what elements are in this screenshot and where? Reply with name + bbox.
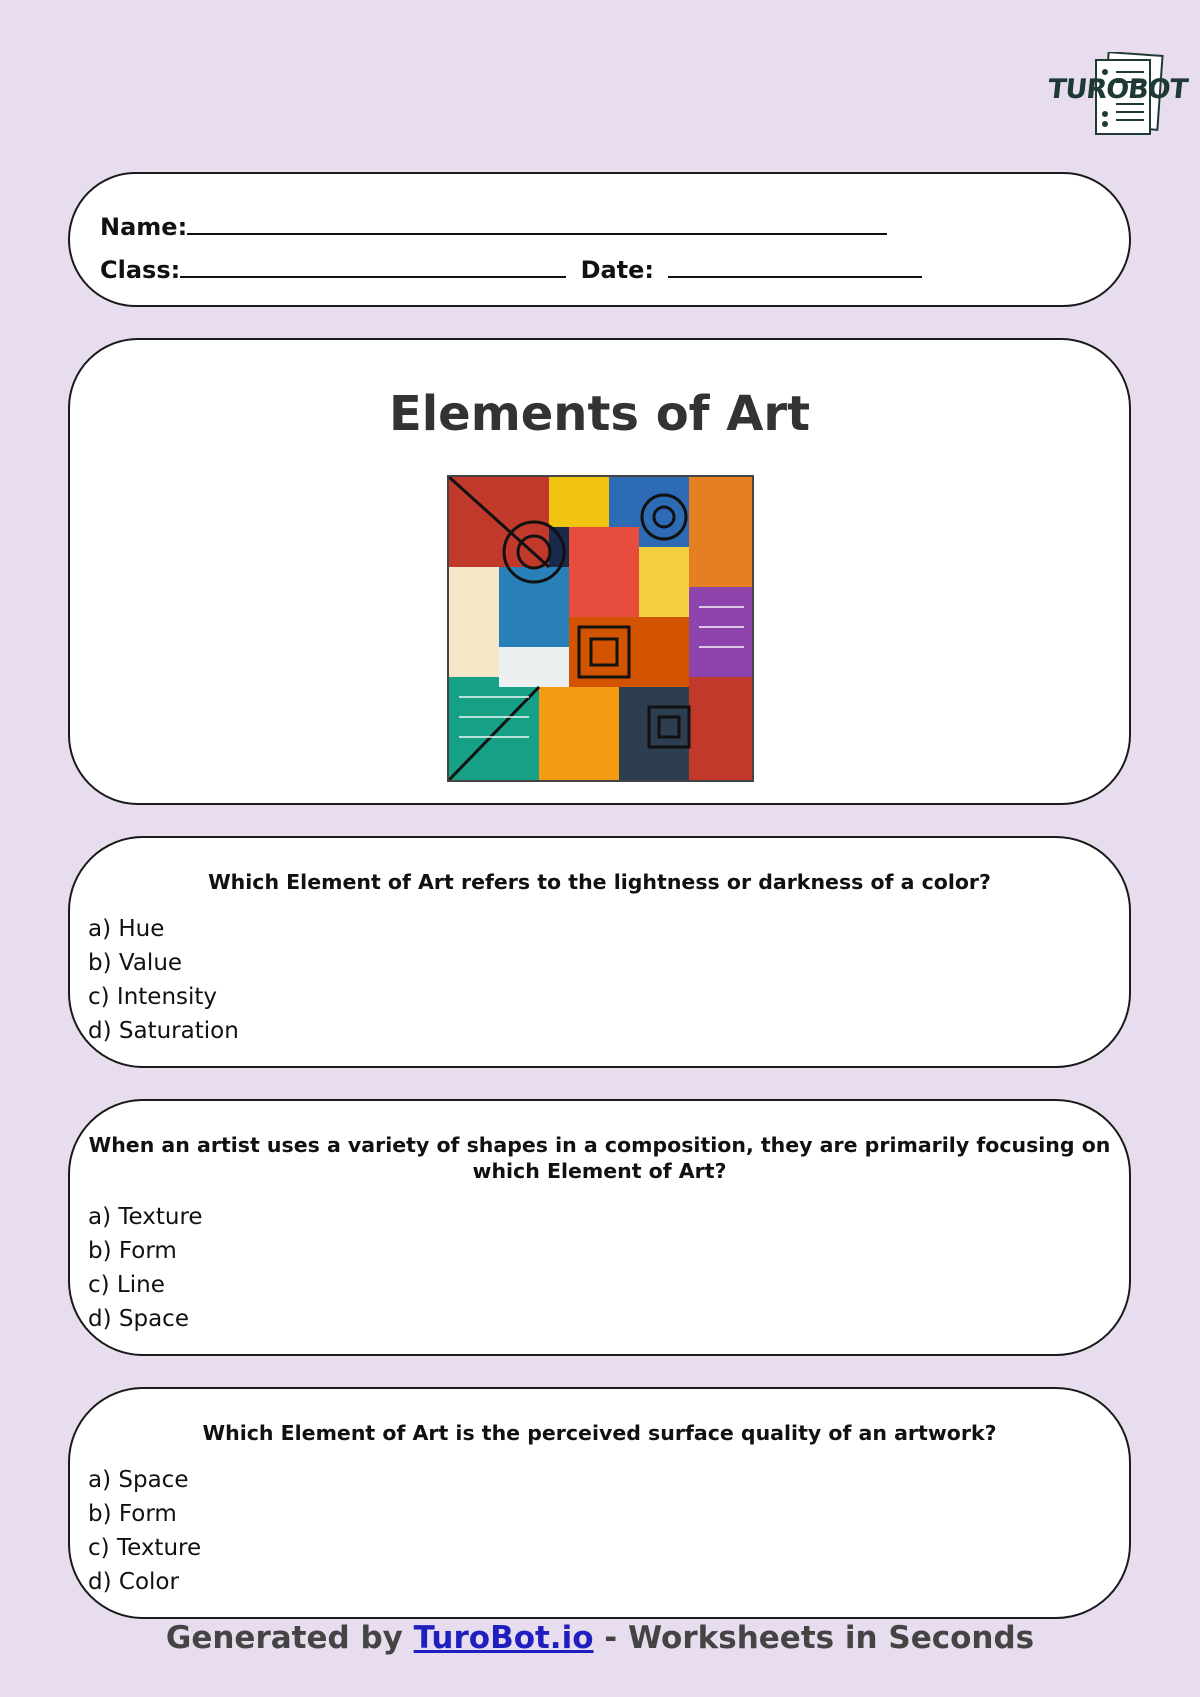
class-date-row [100, 254, 922, 284]
name-field [100, 211, 887, 241]
option-b[interactable]: b) Value [88, 950, 183, 976]
option-a[interactable]: a) Space [88, 1467, 189, 1493]
name-input-line[interactable] [187, 211, 887, 235]
option-c[interactable]: c) Line [88, 1272, 165, 1298]
name-label: Name: [100, 213, 188, 241]
footer [0, 1620, 1200, 1656]
class-input-line[interactable] [180, 254, 566, 278]
date-input-line[interactable] [668, 254, 922, 278]
option-d[interactable]: d) Space [88, 1306, 189, 1332]
turobot-link[interactable]: TuroBot.io [413, 1620, 594, 1656]
logo-text: TUROBOT [1046, 74, 1189, 105]
date-label: Date: [580, 256, 655, 284]
class-label: Class: [100, 256, 181, 284]
option-c[interactable]: c) Intensity [88, 984, 218, 1010]
option-d[interactable]: d) Color [88, 1569, 179, 1595]
footer-prefix: Generated by [165, 1620, 414, 1656]
question-text: Which Element of Art is the perceived surface quality of an artwork? [202, 1421, 997, 1445]
question-card-2 [68, 1099, 1131, 1356]
option-d[interactable]: d) Saturation [88, 1018, 239, 1044]
student-info-card [68, 172, 1131, 307]
option-b[interactable]: b) Form [88, 1501, 177, 1527]
title-card [68, 338, 1131, 805]
question-card-1 [68, 836, 1131, 1068]
artwork-image [447, 475, 754, 782]
footer-suffix: - Worksheets in Seconds [593, 1620, 1035, 1656]
question-text: Which Element of Art refers to the lightness or darkness of a color? [208, 870, 991, 894]
question-card-3 [68, 1387, 1131, 1619]
question-text: When an artist uses a variety of shapes in a composition, they are primarily focusing on which Element of Art? [88, 1133, 1111, 1183]
option-b[interactable]: b) Form [88, 1238, 177, 1264]
option-a[interactable]: a) Texture [88, 1204, 203, 1230]
option-c[interactable]: c) Texture [88, 1535, 202, 1561]
turobot-logo [1046, 52, 1189, 136]
option-a[interactable]: a) Hue [88, 916, 165, 942]
worksheet-title: Elements of Art [388, 386, 811, 442]
